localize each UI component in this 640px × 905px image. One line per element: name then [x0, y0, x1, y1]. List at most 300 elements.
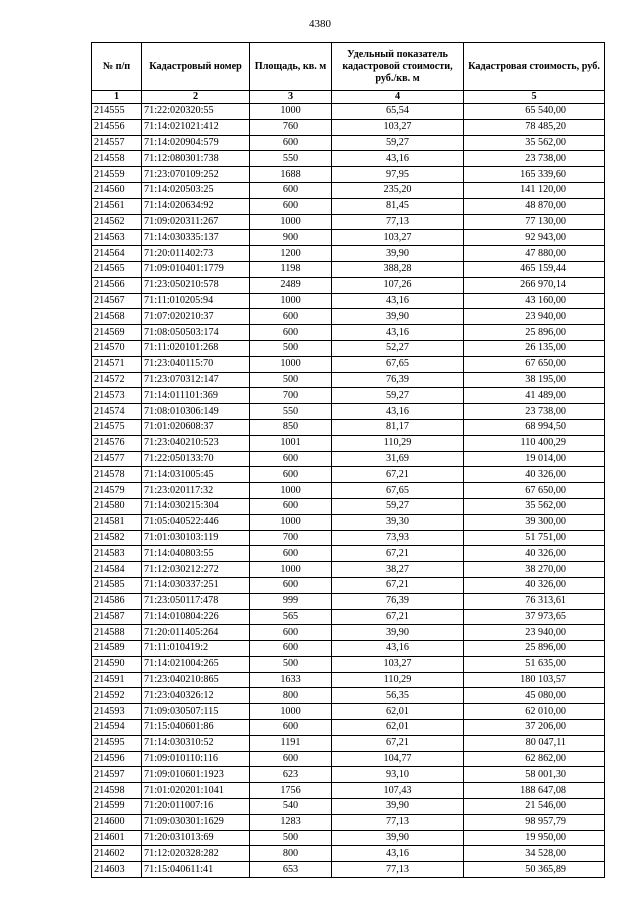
cadastral-value: 23 940,00	[464, 625, 605, 641]
row-number: 214602	[92, 846, 142, 862]
specific-value: 93,10	[332, 767, 464, 783]
specific-value: 77,13	[332, 814, 464, 830]
cadastral-number: 71:14:020503:25	[142, 182, 250, 198]
header-cadastral-value: Кадастровая стоимость, руб.	[464, 43, 605, 91]
cadastral-value: 62 862,00	[464, 751, 605, 767]
row-number: 214574	[92, 404, 142, 420]
cadastral-number: 71:22:050133:70	[142, 451, 250, 467]
row-number: 214565	[92, 261, 142, 277]
column-index: 3	[250, 91, 332, 104]
row-number: 214573	[92, 388, 142, 404]
row-number: 214603	[92, 862, 142, 878]
table-row	[92, 514, 605, 530]
area-value: 1756	[250, 783, 332, 799]
area-value: 623	[250, 767, 332, 783]
specific-value: 62,01	[332, 720, 464, 736]
table-row	[92, 119, 605, 135]
header-area: Площадь, кв. м	[250, 43, 332, 91]
area-value: 1000	[250, 483, 332, 499]
table-row	[92, 483, 605, 499]
cadastral-value-table	[91, 42, 605, 878]
specific-value: 39,90	[332, 246, 464, 262]
area-value: 1001	[250, 435, 332, 451]
specific-value: 81,45	[332, 198, 464, 214]
header-specific-value: Удельный показатель кадастровой стоимости, руб./кв. м	[332, 43, 464, 91]
cadastral-value: 23 940,00	[464, 309, 605, 325]
row-number: 214597	[92, 767, 142, 783]
column-index-row	[92, 91, 605, 104]
table-row	[92, 167, 605, 183]
cadastral-value: 41 489,00	[464, 388, 605, 404]
row-number: 214570	[92, 340, 142, 356]
table-row	[92, 467, 605, 483]
row-number: 214598	[92, 783, 142, 799]
cadastral-number: 71:01:020201:1041	[142, 783, 250, 799]
area-value: 600	[250, 182, 332, 198]
area-value: 540	[250, 799, 332, 815]
table-row	[92, 325, 605, 341]
cadastral-value: 39 300,00	[464, 514, 605, 530]
table-row	[92, 720, 605, 736]
specific-value: 43,16	[332, 293, 464, 309]
specific-value: 76,39	[332, 372, 464, 388]
row-number: 214560	[92, 182, 142, 198]
header-cadastral-number: Кадастровый номер	[142, 43, 250, 91]
cadastral-number: 71:12:030212:272	[142, 562, 250, 578]
cadastral-number: 71:12:020328:282	[142, 846, 250, 862]
cadastral-number: 71:14:040803:55	[142, 546, 250, 562]
row-number: 214589	[92, 641, 142, 657]
table-row	[92, 767, 605, 783]
specific-value: 77,13	[332, 214, 464, 230]
cadastral-number: 71:20:011007:16	[142, 799, 250, 815]
table-row	[92, 641, 605, 657]
area-value: 700	[250, 388, 332, 404]
table-row	[92, 814, 605, 830]
table-row	[92, 340, 605, 356]
cadastral-number: 71:11:010205:94	[142, 293, 250, 309]
table-row	[92, 799, 605, 815]
cadastral-number: 71:20:011402:73	[142, 246, 250, 262]
area-value: 500	[250, 372, 332, 388]
row-number: 214587	[92, 609, 142, 625]
cadastral-value: 266 970,14	[464, 277, 605, 293]
table-row	[92, 751, 605, 767]
cadastral-value: 40 326,00	[464, 546, 605, 562]
column-index: 2	[142, 91, 250, 104]
row-number: 214600	[92, 814, 142, 830]
row-number: 214583	[92, 546, 142, 562]
specific-value: 43,16	[332, 404, 464, 420]
specific-value: 110,29	[332, 435, 464, 451]
specific-value: 62,01	[332, 704, 464, 720]
area-value: 1000	[250, 214, 332, 230]
cadastral-value: 141 120,00	[464, 182, 605, 198]
row-number: 214576	[92, 435, 142, 451]
row-number: 214569	[92, 325, 142, 341]
area-value: 800	[250, 688, 332, 704]
cadastral-number: 71:20:011405:264	[142, 625, 250, 641]
cadastral-value: 35 562,00	[464, 135, 605, 151]
table-row	[92, 419, 605, 435]
cadastral-number: 71:23:070109:252	[142, 167, 250, 183]
area-value: 600	[250, 309, 332, 325]
cadastral-value: 165 339,60	[464, 167, 605, 183]
row-number: 214556	[92, 119, 142, 135]
row-number: 214584	[92, 562, 142, 578]
table-row	[92, 498, 605, 514]
table-row	[92, 104, 605, 120]
table-row	[92, 609, 605, 625]
specific-value: 76,39	[332, 593, 464, 609]
row-number: 214557	[92, 135, 142, 151]
area-value: 600	[250, 751, 332, 767]
cadastral-value: 40 326,00	[464, 577, 605, 593]
cadastral-value: 465 159,44	[464, 261, 605, 277]
row-number: 214555	[92, 104, 142, 120]
area-value: 1000	[250, 356, 332, 372]
cadastral-number: 71:23:040210:865	[142, 672, 250, 688]
cadastral-value: 25 896,00	[464, 641, 605, 657]
cadastral-number: 71:07:020210:37	[142, 309, 250, 325]
area-value: 565	[250, 609, 332, 625]
cadastral-value: 80 047,11	[464, 735, 605, 751]
row-number: 214563	[92, 230, 142, 246]
table-row	[92, 277, 605, 293]
cadastral-number: 71:11:020101:268	[142, 340, 250, 356]
cadastral-value: 180 103,57	[464, 672, 605, 688]
table-row	[92, 135, 605, 151]
area-value: 600	[250, 577, 332, 593]
table-row	[92, 625, 605, 641]
specific-value: 39,90	[332, 309, 464, 325]
area-value: 500	[250, 656, 332, 672]
specific-value: 39,30	[332, 514, 464, 530]
area-value: 2489	[250, 277, 332, 293]
table-row	[92, 372, 605, 388]
area-value: 1000	[250, 293, 332, 309]
specific-value: 388,28	[332, 261, 464, 277]
specific-value: 43,16	[332, 151, 464, 167]
cadastral-number: 71:15:040601:86	[142, 720, 250, 736]
cadastral-number: 71:12:080301:738	[142, 151, 250, 167]
area-value: 600	[250, 451, 332, 467]
area-value: 1633	[250, 672, 332, 688]
cadastral-value: 37 206,00	[464, 720, 605, 736]
cadastral-number: 71:14:020634:92	[142, 198, 250, 214]
cadastral-number: 71:14:030337:251	[142, 577, 250, 593]
area-value: 600	[250, 135, 332, 151]
specific-value: 59,27	[332, 388, 464, 404]
row-number: 214593	[92, 704, 142, 720]
cadastral-value: 68 994,50	[464, 419, 605, 435]
specific-value: 77,13	[332, 862, 464, 878]
table-row	[92, 214, 605, 230]
cadastral-value: 35 562,00	[464, 498, 605, 514]
table-row	[92, 846, 605, 862]
table-row	[92, 182, 605, 198]
specific-value: 67,21	[332, 735, 464, 751]
cadastral-number: 71:22:020320:55	[142, 104, 250, 120]
area-value: 999	[250, 593, 332, 609]
table-row	[92, 404, 605, 420]
cadastral-number: 71:14:021021:412	[142, 119, 250, 135]
cadastral-number: 71:14:030335:137	[142, 230, 250, 246]
area-value: 1688	[250, 167, 332, 183]
row-number: 214591	[92, 672, 142, 688]
cadastral-value: 76 313,61	[464, 593, 605, 609]
cadastral-number: 71:09:030301:1629	[142, 814, 250, 830]
table-row	[92, 435, 605, 451]
area-value: 1191	[250, 735, 332, 751]
table-row	[92, 688, 605, 704]
specific-value: 39,90	[332, 625, 464, 641]
table-row	[92, 388, 605, 404]
cadastral-value: 110 400,29	[464, 435, 605, 451]
area-value: 600	[250, 467, 332, 483]
cadastral-number: 71:23:040326:12	[142, 688, 250, 704]
specific-value: 107,43	[332, 783, 464, 799]
cadastral-value: 50 365,89	[464, 862, 605, 878]
table-row	[92, 530, 605, 546]
cadastral-number: 71:23:040210:523	[142, 435, 250, 451]
table-row	[92, 309, 605, 325]
table-row	[92, 562, 605, 578]
cadastral-value: 26 135,00	[464, 340, 605, 356]
specific-value: 38,27	[332, 562, 464, 578]
specific-value: 67,21	[332, 546, 464, 562]
cadastral-number: 71:08:050503:174	[142, 325, 250, 341]
table-row	[92, 783, 605, 799]
specific-value: 235,20	[332, 182, 464, 198]
cadastral-value: 48 870,00	[464, 198, 605, 214]
row-number: 214564	[92, 246, 142, 262]
specific-value: 104,77	[332, 751, 464, 767]
cadastral-value: 78 485,20	[464, 119, 605, 135]
table-row	[92, 672, 605, 688]
cadastral-value: 21 546,00	[464, 799, 605, 815]
area-value: 1000	[250, 514, 332, 530]
cadastral-number: 71:20:031013:69	[142, 830, 250, 846]
cadastral-number: 71:05:040522:446	[142, 514, 250, 530]
cadastral-value: 188 647,08	[464, 783, 605, 799]
cadastral-number: 71:09:010601:1923	[142, 767, 250, 783]
area-value: 700	[250, 530, 332, 546]
cadastral-value: 25 896,00	[464, 325, 605, 341]
cadastral-number: 71:14:030215:304	[142, 498, 250, 514]
specific-value: 103,27	[332, 230, 464, 246]
cadastral-value: 58 001,30	[464, 767, 605, 783]
specific-value: 97,95	[332, 167, 464, 183]
row-number: 214559	[92, 167, 142, 183]
specific-value: 67,21	[332, 577, 464, 593]
row-number: 214558	[92, 151, 142, 167]
row-number: 214572	[92, 372, 142, 388]
cadastral-value: 51 751,00	[464, 530, 605, 546]
area-value: 600	[250, 325, 332, 341]
table-row	[92, 261, 605, 277]
area-value: 600	[250, 641, 332, 657]
cadastral-value: 62 010,00	[464, 704, 605, 720]
column-index: 1	[92, 91, 142, 104]
area-value: 760	[250, 119, 332, 135]
cadastral-value: 45 080,00	[464, 688, 605, 704]
cadastral-value: 34 528,00	[464, 846, 605, 862]
row-number: 214581	[92, 514, 142, 530]
area-value: 900	[250, 230, 332, 246]
area-value: 600	[250, 625, 332, 641]
specific-value: 81,17	[332, 419, 464, 435]
area-value: 800	[250, 846, 332, 862]
row-number: 214561	[92, 198, 142, 214]
cadastral-number: 71:01:020608:37	[142, 419, 250, 435]
specific-value: 67,65	[332, 483, 464, 499]
cadastral-number: 71:09:010401:1779	[142, 261, 250, 277]
specific-value: 110,29	[332, 672, 464, 688]
specific-value: 107,26	[332, 277, 464, 293]
area-value: 1283	[250, 814, 332, 830]
specific-value: 39,90	[332, 799, 464, 815]
cadastral-number: 71:14:021004:265	[142, 656, 250, 672]
cadastral-value: 40 326,00	[464, 467, 605, 483]
area-value: 600	[250, 546, 332, 562]
cadastral-value: 38 270,00	[464, 562, 605, 578]
specific-value: 67,65	[332, 356, 464, 372]
table-row	[92, 293, 605, 309]
page-number: 4380	[309, 18, 331, 30]
specific-value: 73,93	[332, 530, 464, 546]
table-row	[92, 830, 605, 846]
area-value: 1000	[250, 104, 332, 120]
header-number: № п/п	[92, 43, 142, 91]
cadastral-value: 23 738,00	[464, 404, 605, 420]
specific-value: 43,16	[332, 641, 464, 657]
cadastral-number: 71:11:010419:2	[142, 641, 250, 657]
row-number: 214595	[92, 735, 142, 751]
cadastral-number: 71:14:020904:579	[142, 135, 250, 151]
column-index: 4	[332, 91, 464, 104]
specific-value: 31,69	[332, 451, 464, 467]
area-value: 1000	[250, 562, 332, 578]
row-number: 214567	[92, 293, 142, 309]
row-number: 214562	[92, 214, 142, 230]
row-number: 214566	[92, 277, 142, 293]
cadastral-number: 71:09:030507:115	[142, 704, 250, 720]
specific-value: 67,21	[332, 467, 464, 483]
cadastral-number: 71:14:011101:369	[142, 388, 250, 404]
specific-value: 43,16	[332, 325, 464, 341]
cadastral-number: 71:23:070312:147	[142, 372, 250, 388]
row-number: 214578	[92, 467, 142, 483]
cadastral-number: 71:14:031005:45	[142, 467, 250, 483]
area-value: 500	[250, 830, 332, 846]
cadastral-value: 92 943,00	[464, 230, 605, 246]
table-header-row	[92, 43, 605, 91]
cadastral-value: 98 957,79	[464, 814, 605, 830]
specific-value: 43,16	[332, 846, 464, 862]
specific-value: 52,27	[332, 340, 464, 356]
row-number: 214601	[92, 830, 142, 846]
cadastral-number: 71:14:010804:226	[142, 609, 250, 625]
specific-value: 67,21	[332, 609, 464, 625]
area-value: 600	[250, 720, 332, 736]
table-row	[92, 704, 605, 720]
area-value: 850	[250, 419, 332, 435]
cadastral-number: 71:14:030310:52	[142, 735, 250, 751]
cadastral-number: 71:23:050117:478	[142, 593, 250, 609]
table-row	[92, 593, 605, 609]
table-row	[92, 451, 605, 467]
cadastral-number: 71:23:050210:578	[142, 277, 250, 293]
table-row	[92, 656, 605, 672]
table-row	[92, 230, 605, 246]
cadastral-value: 65 540,00	[464, 104, 605, 120]
cadastral-number: 71:23:020117:32	[142, 483, 250, 499]
table-row	[92, 151, 605, 167]
cadastral-number: 71:08:010306:149	[142, 404, 250, 420]
cadastral-value: 38 195,00	[464, 372, 605, 388]
area-value: 1000	[250, 704, 332, 720]
specific-value: 39,90	[332, 830, 464, 846]
table-row	[92, 862, 605, 878]
row-number: 214586	[92, 593, 142, 609]
row-number: 214568	[92, 309, 142, 325]
cadastral-value: 37 973,65	[464, 609, 605, 625]
cadastral-value: 23 738,00	[464, 151, 605, 167]
area-value: 500	[250, 340, 332, 356]
column-index: 5	[464, 91, 605, 104]
area-value: 653	[250, 862, 332, 878]
specific-value: 59,27	[332, 498, 464, 514]
specific-value: 103,27	[332, 119, 464, 135]
cadastral-value: 19 014,00	[464, 451, 605, 467]
cadastral-number: 71:23:040115:70	[142, 356, 250, 372]
specific-value: 65,54	[332, 104, 464, 120]
area-value: 1198	[250, 261, 332, 277]
row-number: 214582	[92, 530, 142, 546]
row-number: 214588	[92, 625, 142, 641]
area-value: 550	[250, 404, 332, 420]
row-number: 214571	[92, 356, 142, 372]
cadastral-value: 47 880,00	[464, 246, 605, 262]
cadastral-value: 19 950,00	[464, 830, 605, 846]
area-value: 550	[250, 151, 332, 167]
row-number: 214585	[92, 577, 142, 593]
cadastral-number: 71:15:040611:41	[142, 862, 250, 878]
row-number: 214580	[92, 498, 142, 514]
specific-value: 56,35	[332, 688, 464, 704]
cadastral-number: 71:09:020311:267	[142, 214, 250, 230]
table-row	[92, 356, 605, 372]
cadastral-value: 67 650,00	[464, 483, 605, 499]
row-number: 214592	[92, 688, 142, 704]
row-number: 214579	[92, 483, 142, 499]
table-row	[92, 546, 605, 562]
specific-value: 103,27	[332, 656, 464, 672]
row-number: 214596	[92, 751, 142, 767]
cadastral-value: 67 650,00	[464, 356, 605, 372]
area-value: 600	[250, 198, 332, 214]
row-number: 214575	[92, 419, 142, 435]
area-value: 600	[250, 498, 332, 514]
table-row	[92, 246, 605, 262]
row-number: 214590	[92, 656, 142, 672]
row-number: 214594	[92, 720, 142, 736]
table-body	[92, 104, 605, 878]
cadastral-value: 51 635,00	[464, 656, 605, 672]
cadastral-number: 71:09:010110:116	[142, 751, 250, 767]
table-row	[92, 198, 605, 214]
